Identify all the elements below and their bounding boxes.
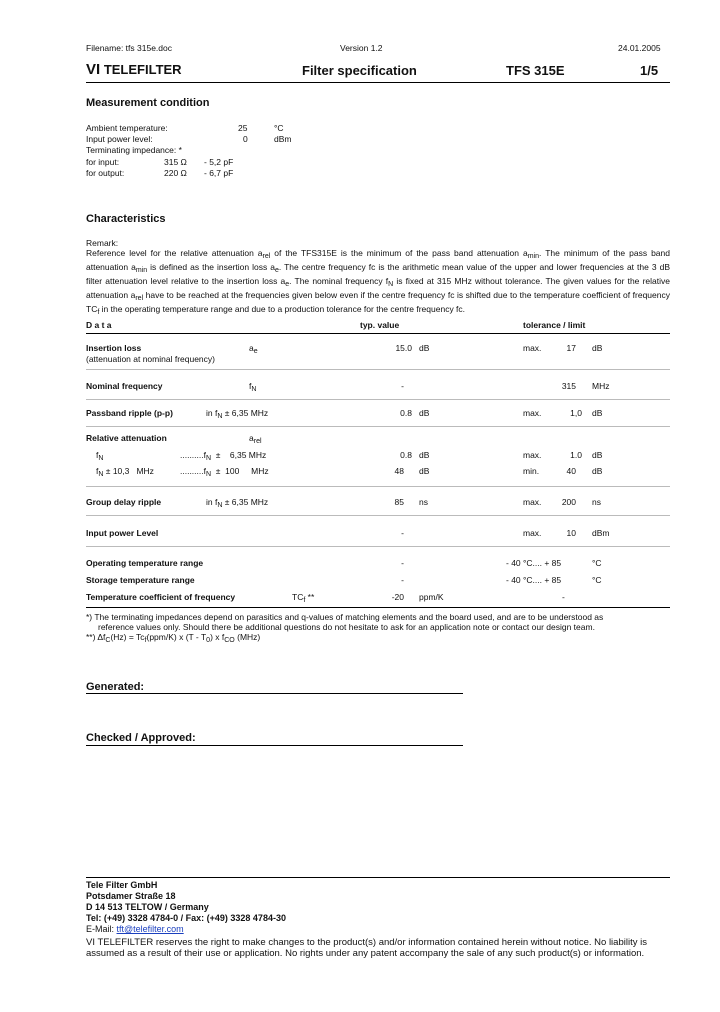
footer-email-line	[86, 924, 184, 934]
relative-row1-typ: 0.8	[400, 450, 412, 460]
measurement-heading: Measurement condition	[86, 97, 210, 109]
ambient-label: Ambient temperature:	[86, 123, 168, 133]
relative-att-label: Relative attenuation	[86, 433, 167, 443]
row-divider	[86, 369, 670, 370]
input-power-lim: 10	[566, 528, 576, 538]
group-delay-lim-kind: max.	[523, 497, 542, 507]
col-typ: typ. value	[360, 320, 400, 330]
footer-street: Potsdamer Straße 18	[86, 891, 176, 901]
generated-label: Generated:	[86, 681, 145, 693]
brand-vi: VI	[86, 61, 101, 78]
insertion-loss-typ-unit: dB	[419, 343, 430, 353]
disclaimer-line-2: assumed as a result of their use or application. No rights under any patent accompany the sale of any such product(s) or information.	[86, 948, 645, 959]
nominal-freq-symbol: $f_N$	[249, 381, 257, 393]
tc-symbol: $TC_f$ **	[292, 592, 315, 604]
footnote-2: **) $\Delta f_C(Hz) = Tc_f(ppm/K)$ x $(T - T_0)$ x $f_{CO}$ (MHz)	[86, 632, 261, 644]
tc-label: Temperature coefficient of frequency	[86, 592, 236, 602]
nominal-freq-label: Nominal frequency	[86, 381, 163, 391]
table-rule	[86, 333, 670, 334]
header-rule	[86, 82, 670, 83]
relative-att-symbol: $a_{rel}$	[249, 433, 262, 445]
input-capacitance: - 5,2 pF	[204, 157, 234, 167]
impedance-label: Terminating impedance: *	[86, 145, 182, 155]
relative-row1-typ-unit: dB	[419, 450, 430, 460]
characteristics-heading: Characteristics	[86, 213, 166, 225]
insertion-loss-symbol: $a_e$	[249, 343, 258, 355]
st-temp-typ: -	[401, 575, 404, 585]
relative-row2-lim-unit: dB	[592, 466, 603, 476]
row-divider	[86, 546, 670, 547]
page-number: 1/5	[640, 63, 659, 78]
insertion-loss-lim-kind: max.	[523, 343, 542, 353]
tc-typ-unit: ppm/K	[419, 592, 444, 602]
brand-name: TELEFILTER	[103, 62, 182, 77]
relative-row2-mid: $..........f_N \pm 100$ MHz	[180, 466, 269, 478]
passband-label: Passband ripple (p-p)	[86, 408, 173, 418]
passband-lim-unit: dB	[592, 408, 603, 418]
relative-row2-lim-kind: min.	[523, 466, 540, 476]
insertion-loss-sublabel: (attenuation at nominal frequency)	[86, 354, 215, 364]
brand-logo	[86, 61, 182, 78]
op-temp-typ: -	[401, 558, 404, 568]
op-temp-lim-unit: °C	[592, 558, 602, 568]
relative-row2-left: $f_N \pm 10,3$ MHz	[96, 466, 154, 478]
row-divider	[86, 486, 670, 487]
col-data: D a t a	[86, 320, 112, 330]
checked-label: Checked / Approved:	[86, 732, 196, 744]
st-temp-lim: - 40 °C.... + 85	[506, 575, 562, 585]
power-unit: dBm	[274, 134, 292, 144]
row-divider	[86, 515, 670, 516]
insertion-loss-label: Insertion loss	[86, 343, 142, 353]
input-power-lim-kind: max.	[523, 528, 542, 538]
relative-row2-typ-unit: dB	[419, 466, 430, 476]
output-capacitance: - 6,7 pF	[204, 168, 234, 178]
table-end-rule	[86, 607, 670, 608]
st-temp-label: Storage temperature range	[86, 575, 195, 585]
relative-row1-lim-unit: dB	[592, 450, 603, 460]
input-resistance: 315 Ω	[164, 157, 187, 167]
group-delay-condition: in $f_N \pm 6,35$ MHz	[206, 497, 269, 509]
generated-line	[86, 693, 463, 694]
output-label: for output:	[86, 168, 125, 178]
passband-typ-unit: dB	[419, 408, 430, 418]
group-delay-lim-unit: ns	[592, 497, 601, 507]
input-power-typ: -	[401, 528, 404, 538]
tc-lim: -	[562, 592, 565, 602]
nominal-freq-typ: -	[401, 381, 404, 391]
part-number: TFS 315E	[506, 63, 565, 78]
input-label: for input:	[86, 157, 120, 167]
header-date: 24.01.2005	[618, 43, 661, 53]
group-delay-typ: 85	[394, 497, 404, 507]
group-delay-label: Group delay ripple	[86, 497, 162, 507]
version: Version 1.2	[340, 43, 383, 53]
doc-title: Filter specification	[302, 63, 417, 78]
passband-lim-kind: max.	[523, 408, 542, 418]
remark-label: Remark:	[86, 238, 119, 248]
relative-row1-mid: $..........f_N$ ± 6,35 MHz	[180, 450, 267, 462]
group-delay-lim: 200	[561, 497, 576, 507]
footer-tel: Tel: (+49) 3328 4784-0 / Fax: (+49) 3328 4784-30	[86, 913, 286, 923]
disclaimer-line-1: VI TELEFILTER reserves the right to make changes to the product(s) and/or information contained herein without notice. No liability is	[86, 937, 647, 948]
footnote-1a: *) The terminating impedances depend on parasitics and q-values of matching elements and the board used, and are to be understood as	[86, 612, 604, 622]
op-temp-lim: - 40 °C.... + 85	[506, 558, 562, 568]
ambient-unit: °C	[274, 123, 284, 133]
relative-row1-left: $f_N$	[96, 450, 104, 462]
op-temp-label: Operating temperature range	[86, 558, 204, 568]
power-label: Input power level:	[86, 134, 153, 144]
footer-city: D 14 513 TELTOW / Germany	[86, 902, 209, 912]
insertion-loss-typ: 15.0	[395, 343, 412, 353]
row-divider	[86, 426, 670, 427]
footer-company: Tele Filter GmbH	[86, 880, 158, 890]
ambient-value: 25	[238, 123, 248, 133]
relative-row2-typ: 48	[394, 466, 404, 476]
row-divider	[86, 399, 670, 400]
relative-row1-lim-kind: max.	[523, 450, 542, 460]
email-label: E-Mail:	[86, 924, 117, 934]
st-temp-lim-unit: °C	[592, 575, 602, 585]
tc-typ: -20	[391, 592, 404, 602]
passband-typ: 0.8	[400, 408, 412, 418]
power-value: 0	[243, 134, 248, 144]
footnote-1b: reference values only. Should there be additional questions do not hesitate to ask for an application note or contact our design team.	[98, 622, 595, 632]
col-tolerance: tolerance / limit	[523, 320, 586, 330]
remark-paragraph: Reference level for the relative attenuation $a_{rel}$ of the TFS315E is the minimum of the pass band attenuation $a_{min}$. The minimum of the pass band attenuation $a_{min}$ is defined as the insertion loss $a_e$. The centre frequency fc is the arithmetic mean value of the upper and lower frequencies at the 3 dB filter attenuation level relative to the insertion loss $a_e$. The nominal frequency $f_N$ is fixed at 315 MHz without tolerance. The given values for the relative attenuation $a_{rel}$ have to be reached at the frequencies given below even if the centre frequency fc is shifted due to the temperature coefficient of frequency $TC_f$ in the operating temperature range and due to a production tolerance for the centre frequency fc.	[86, 248, 671, 316]
group-delay-typ-unit: ns	[419, 497, 428, 507]
insertion-loss-lim-unit: dB	[592, 343, 603, 353]
passband-condition: in $f_N \pm 6,35$ MHz	[206, 408, 269, 420]
nominal-freq-lim-unit: MHz	[592, 381, 610, 391]
email-link[interactable]: tft@telefilter.com	[116, 924, 184, 934]
relative-row1-lim: 1.0	[570, 450, 582, 460]
input-power-label: Input power Level	[86, 528, 159, 538]
input-power-lim-unit: dBm	[592, 528, 610, 538]
output-resistance: 220 Ω	[164, 168, 187, 178]
relative-row2-lim: 40	[566, 466, 576, 476]
insertion-loss-lim: 17	[566, 343, 576, 353]
checked-line	[86, 745, 463, 746]
footer-rule	[86, 877, 670, 878]
nominal-freq-lim: 315	[561, 381, 576, 391]
passband-lim: 1,0	[570, 408, 582, 418]
filename: Filename: tfs 315e.doc	[86, 43, 172, 53]
